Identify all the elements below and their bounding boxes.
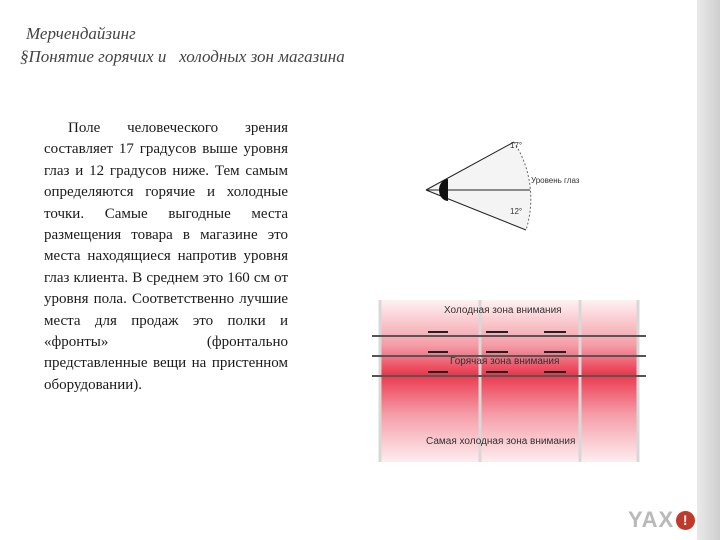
slide-title: Мерчендайзинг: [26, 24, 136, 43]
cold-zone-label: Холодная зона внимания: [444, 305, 562, 316]
brand-logo: [628, 507, 695, 533]
coldest-zone-label: Самая холодная зона внимания: [426, 436, 576, 447]
hot-zone-label: Горячая зона внимания: [450, 356, 560, 367]
logo-mark-icon: !: [676, 511, 695, 530]
slide-right-edge: [697, 0, 720, 540]
eye-level-label: Уровень глаз: [531, 176, 580, 185]
body-paragraph: Поле человеческого зрения составляет 17 градусов выше уровня глаз и 12 градусов ниже. Тем самым определяются горячие и холодные точки. Самые выгодные места размещения товара в магазине это места находящиеся напротив уровня глаз клиента. В среднем это 160 см от уровня пола. Соответственно лучшие места для продаж это полки и «фронты» (фронтально представленные вещи на пристенном оборудовании).: [44, 120, 288, 393]
logo-text: YAX: [628, 507, 675, 532]
eye-level-diagram: [418, 122, 598, 232]
angle-bottom-label: 12°: [510, 207, 523, 216]
shelf-zones-diagram: [368, 296, 650, 462]
angle-top-label: 17°: [510, 141, 523, 150]
slide-subtitle: §Понятие горячих и холодных зон магазина: [20, 47, 345, 66]
